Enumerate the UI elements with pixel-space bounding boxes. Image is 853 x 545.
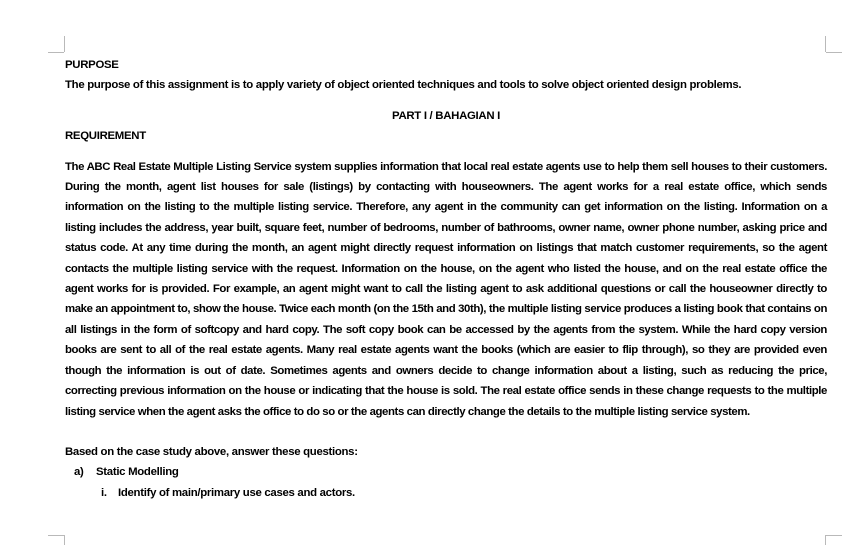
- questions-intro: Based on the case study above, answer these questions:: [65, 445, 358, 458]
- requirement-heading: REQUIREMENT: [65, 130, 146, 143]
- corner-mark-top-left: [64, 36, 65, 52]
- sub-question-list: [65, 483, 827, 503]
- corner-mark-bottom-right: [825, 535, 826, 545]
- list-marker: i.: [101, 486, 107, 499]
- document-body[interactable]: [65, 55, 827, 503]
- purpose-heading: PURPOSE: [65, 59, 119, 71]
- corner-mark-bottom-left: [64, 535, 65, 545]
- question-list: [65, 462, 827, 482]
- list-item-label: Identify of main/primary use cases and actors.: [118, 486, 355, 499]
- purpose-text: The purpose of this assignment is to apply variety of object oriented techniques and tools to solve object oriented design problems.: [65, 79, 742, 92]
- list-item-label: Static Modelling: [96, 466, 179, 479]
- corner-mark-bottom-left: [48, 535, 64, 536]
- requirement-paragraph: The ABC Real Estate Multiple Listing Service system supplies information that local real estate agents use to help them sell houses to their customers. During the month, agent list houses for sale (listings) by contacting with houseowners. The agent works for a real estate office, which sends information on the listing to the multiple listing service. Therefore, any agent in the community can get information on the listing. Information on a listing includes the address, year built, square feet, number of bedrooms, number of bathrooms, owner name, owner phone number, asking price and status code. At any time during the month, an agent might directly request information on listings that match customer requirements, so the agent contacts the multiple listing service with the request. Information on the house, on the agent who listed the house, and on the real estate office the agent works for is provided. For example, an agent might want to call the listing agent to ask additional questions or call the houseowner directly to make an appointment to, show the house. Twice each month (on the 15th and 30th), the multiple listing service produces a listing book that contains on all listings in the form of softcopy and hard copy. The soft copy book can be accessed by the agents from the system. While the hard copy version books are sent to all of the real estate agents. Many real estate agents want the books (which are easier to flip through), so they are provided even though the information is out of date. Sometimes agents and owners decide to change information about a listing, such as reducing the price, correcting previous information on the house or indicating that the house is sold. The real estate office sends in these change requests to the multiple listing service when the agent asks the office to do so or the agents can directly change the details to the multiple listing service system.: [65, 160, 827, 418]
- corner-mark-top-right: [826, 52, 842, 53]
- corner-mark-bottom-right: [826, 535, 842, 536]
- blank-line: [65, 422, 827, 442]
- list-item: [65, 462, 827, 482]
- corner-mark-top-right: [825, 36, 826, 52]
- corner-mark-top-left: [48, 52, 64, 53]
- list-item: [65, 483, 827, 503]
- list-marker: a): [74, 466, 84, 479]
- part-title: PART I / BAHAGIAN I: [392, 109, 500, 122]
